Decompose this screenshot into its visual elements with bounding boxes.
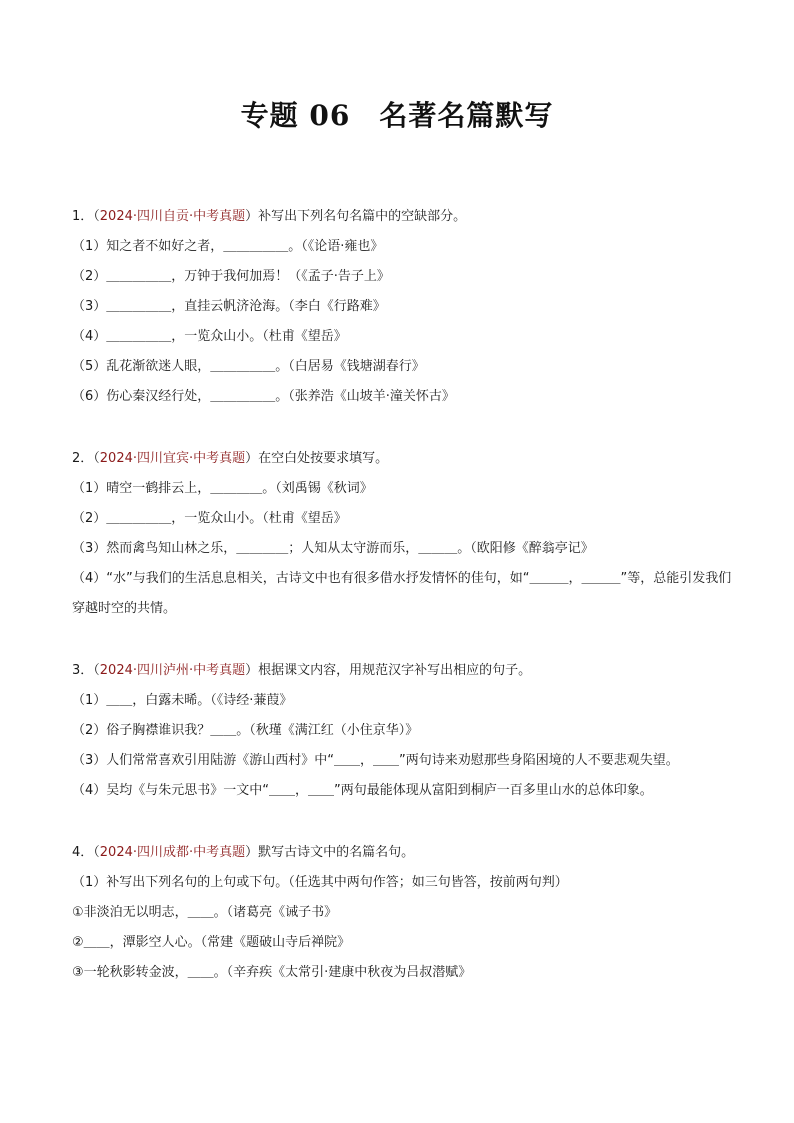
question-number: 3．（ [72, 663, 100, 678]
question-source: 2024·四川宜宾·中考真题 [99, 451, 246, 466]
question-intro: ）在空白处按要求填写。 [245, 451, 389, 466]
question-line: （1）知之者不如好之者，＿＿＿＿＿。（《论语·雍也》 [72, 239, 384, 254]
question-3 [72, 656, 732, 806]
question-source: 2024·四川自贡·中考真题 [99, 209, 246, 224]
question-4 [72, 838, 732, 988]
question-line: （4）＿＿＿＿＿，一览众山小。（杜甫《望岳》 [72, 329, 347, 344]
question-intro: ）补写出下列名句名篇中的空缺部分。 [245, 209, 467, 224]
question-header [72, 838, 732, 868]
question-line: （1）晴空一鹤排云上，＿＿＿＿。（刘禹锡《秋词》 [72, 481, 373, 496]
question-line: （3）然而禽鸟知山林之乐，＿＿＿＿；人知从太守游而乐，＿＿＿。（欧阳修《醉翁亭记》 [72, 541, 594, 556]
question-1 [72, 202, 732, 412]
question-line: （4）吴均《与朱元思书》一文中“＿＿，＿＿”两句最能体现从富阳到桐庐一百多里山水的总体印象。 [72, 783, 653, 798]
question-line: （2）＿＿＿＿＿，一览众山小。（杜甫《望岳》 [72, 511, 347, 526]
question-line: ①非淡泊无以明志，＿＿。（诸葛亮《诫子书》 [72, 905, 338, 920]
question-intro: ）默写古诗文中的名篇名句。 [245, 845, 415, 860]
question-line: （1）＿＿，白露未晞。（《诗经·蒹葭》 [72, 693, 293, 708]
question-line: （2）俗子胸襟谁识我？＿＿。（秋瑾《满江红（小住京华）》 [72, 723, 419, 738]
question-2 [72, 444, 732, 624]
page-title: 专题 06 名著名篇默写 [240, 99, 554, 132]
question-number: 2．（ [72, 451, 100, 466]
question-line: （3）人们常常喜欢引用陆游《游山西村》中“＿＿，＿＿”两句诗来劝慰那些身陷困境的人不要悲观失望。 [72, 753, 679, 768]
question-line: （6）伤心秦汉经行处，＿＿＿＿＿。（张养浩《山坡羊·潼关怀古》 [72, 389, 455, 404]
question-line: （2）＿＿＿＿＿，万钟于我何加焉！（《孟子·告子上》 [72, 269, 390, 284]
question-intro: ）根据课文内容，用规范汉字补写出相应的句子。 [245, 663, 532, 678]
question-header [72, 202, 732, 232]
question-number: 1．（ [72, 209, 100, 224]
question-line: （5）乱花渐欲迷人眼，＿＿＿＿＿。（白居易《钱塘湖春行》 [72, 359, 425, 374]
question-line: （4）“水”与我们的生活息息相关，古诗文中也有很多借水抒发情怀的佳句，如“＿＿＿，＿＿＿”等，总能引发我们穿越时空的共情。 [72, 571, 732, 616]
question-header [72, 656, 732, 686]
question-number: 4．（ [72, 845, 100, 860]
question-line: ③一轮秋影转金波，＿＿。（辛弃疾《太常引·建康中秋夜为吕叔潜赋》 [72, 965, 472, 980]
question-list [72, 202, 732, 1020]
question-line: ②＿＿，潭影空人心。（常建《题破山寺后禅院》 [72, 935, 351, 950]
question-source: 2024·四川成都·中考真题 [99, 845, 246, 860]
question-source: 2024·四川泸州·中考真题 [99, 663, 246, 678]
question-header [72, 444, 732, 474]
question-line: （3）＿＿＿＿＿，直挂云帆济沧海。（李白《行路难》 [72, 299, 386, 314]
question-line: （1）补写出下列名句的上句或下句。（任选其中两句作答；如三句皆答，按前两句判） [72, 875, 568, 890]
